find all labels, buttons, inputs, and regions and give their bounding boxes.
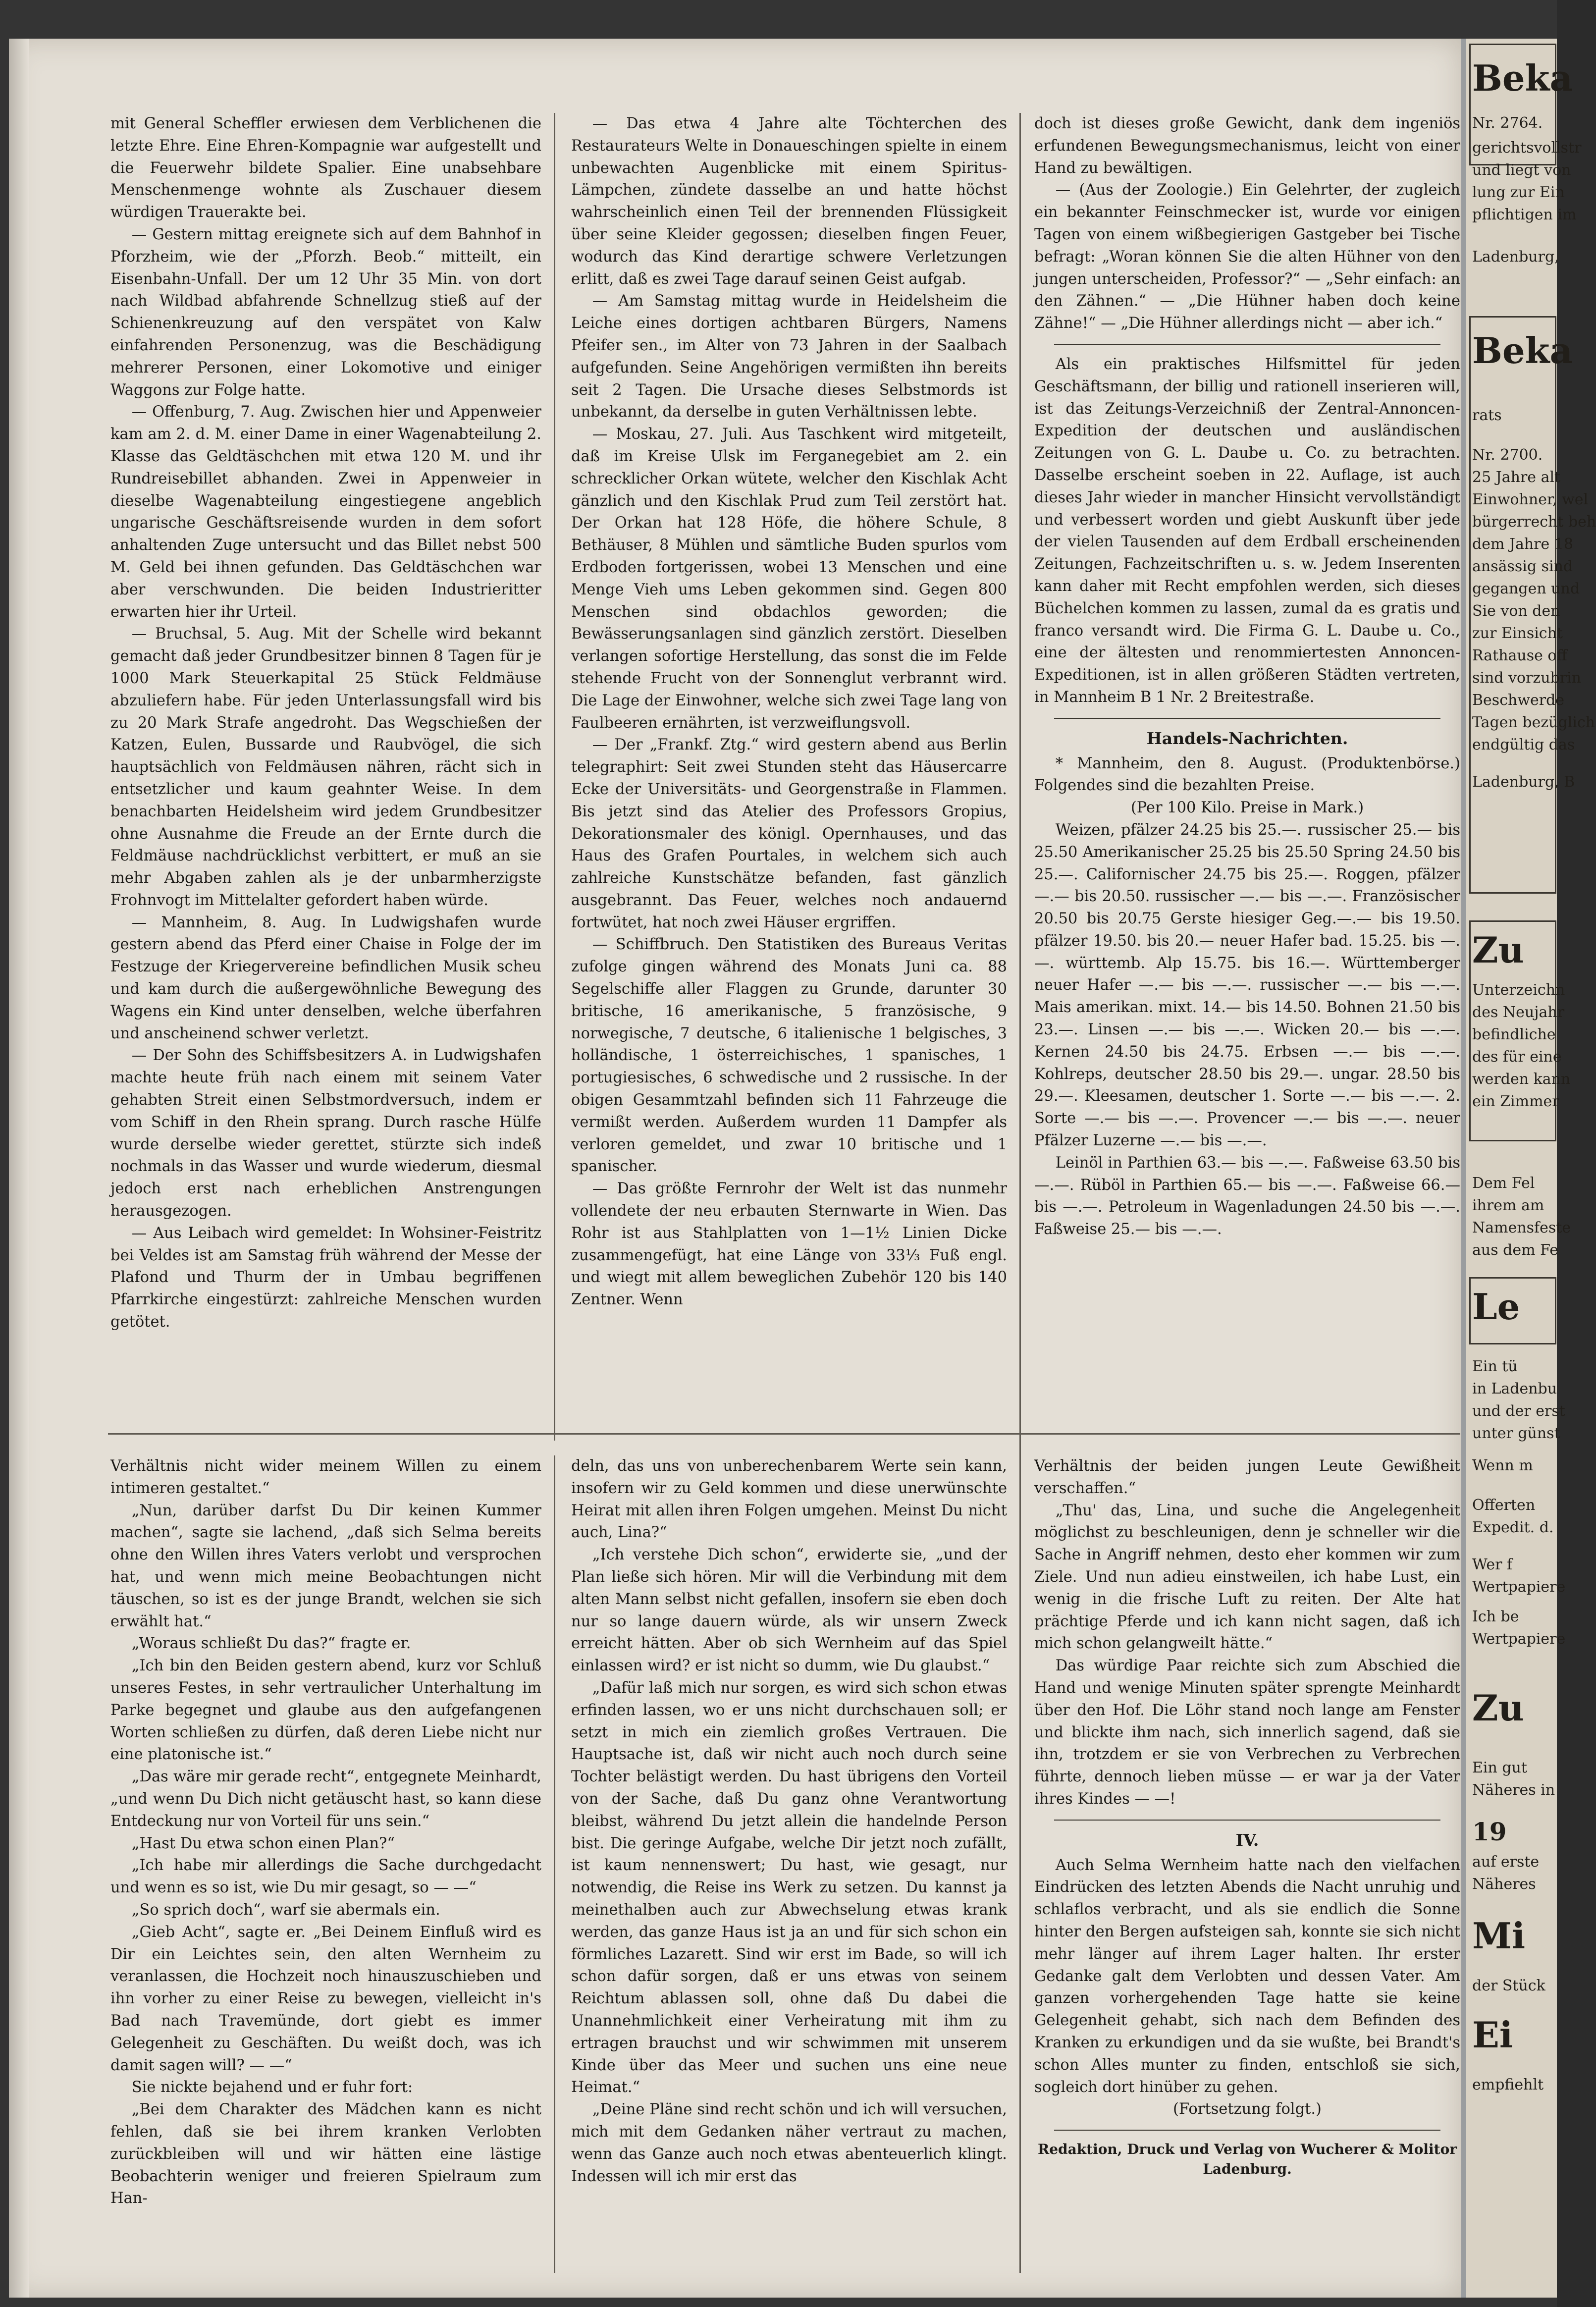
serial-paragraph: „Ich habe mir allerdings die Sache durchgedacht und wenn es so ist, wie Du mir gesagt, so — —“	[110, 1857, 541, 1897]
edge-fragment: der Stück	[1472, 1977, 1545, 1994]
edge-fragment: gegangen und	[1472, 580, 1580, 597]
section-divider	[1054, 718, 1440, 719]
serial-paragraph: „Bei dem Charakter des Mädchen kann es nicht fehlen, daß sie bei ihrem kranken Verlobten zurückbleiben will und wir hätten eine lästige Beobachterin weniger und freieren Spielraum zum Han-	[110, 2101, 541, 2207]
serial-paragraph: „Nun, darüber darfst Du Dir keinen Kummer machen“, sagte sie lachend, „daß sich Selma bereits ohne den Willen ihres Vaters verlobt und versprochen hat, und wenn mich meine Beobachtungen nicht täuschen, so ist es der junge Brandt, welchen sie sich erwählt hat.“	[110, 1502, 541, 1630]
news-paragraph: — (Aus der Zoologie.) Ein Gelehrter, der zugleich ein bekannter Feinschmecker ist, wurde vor einigen Tagen von einem wißbegierigen Gastgeber bei Tische befragt: „Woran können Sie die alten Hühner von den jungen unterscheiden, Professor?“ — „Sehr einfach: an den Zähnen.“ — „Die Hühner haben doch keine Zähne!“ — „Die Hühner allerdings nicht — aber ich.“	[1034, 181, 1460, 332]
edge-fragment: Expedit. d.	[1472, 1519, 1554, 1536]
news-paragraph: — Bruchsal, 5. Aug. Mit der Schelle wird bekannt gemacht daß jeder Grundbesitzer binnen 8 Tagen für je 1000 Mark Steuerkapital 25 Stück Feldmäuse abzuliefern habe. Für jeden Unterlassungsfall wird bis zu 20 Mark Strafe angedroht. Das Wegschießen der Katzen, Eulen, Bussarde und Raubvögel, die sich hauptsächlich von Feldmäusen nähren, rächt sich in entsetzlicher und kaum geahnter Weise. In dem benachbarten Heidelsheim wird jedem Grundbesitzer ohne Ausnahme die Freude an der Ernte durch die Feldmäuse nachdrücklichst verbittert, er muß an sie mehr Abgaben zahlen als je der unbarmherzigste Frohnvogt im Mittelalter gefordert haben würde.	[110, 625, 541, 909]
news-paragraph: — Der „Frankf. Ztg.“ wird gestern abend aus Berlin telegraphirt: Seit zwei Stunden steht das Häusercarre Ecke der Universitäts- und Georgenstraße in Flammen. Bis jetzt sind das Atelier des Professors Gropius, Dekorationsmaler des königl. Opernhauses, und das Haus des Grafen Pourtales, in welchem sich auch zahlreiche Kunstschätze befanden, fast gänzlich ausgebrannt. Das Feuer, welches noch andauernd fortwütet, hat noch zwei Häuser ergriffen.	[571, 736, 1007, 931]
market-unit: (Per 100 Kilo. Preise in Mark.)	[1130, 799, 1364, 817]
edge-fragment: Unterzeichn	[1472, 981, 1565, 999]
edge-fragment: Zu	[1472, 1687, 1524, 1729]
news-paragraph: — Mannheim, 8. Aug. In Ludwigshafen wurde gestern abend das Pferd einer Chaise in Folge der im Festzuge der Kriegervereine befindlichen Musik scheu und kam durch die außergewöhnliche Bewegung des Wagens ein Kind unter denselben, welche überfahren und anscheinend schwer verletzt.	[110, 913, 541, 1042]
edge-fragment: des für eine	[1472, 1048, 1562, 1066]
edge-fragment: Einwohner, wel	[1472, 491, 1589, 508]
edge-fragment: Le	[1472, 1286, 1520, 1328]
edge-fragment: pflichtigen im	[1472, 206, 1577, 223]
edge-fragment: bürgerrecht beh	[1472, 513, 1596, 531]
serial-paragraph: Verhältnis der beiden jungen Leute Gewißheit verschaffen.“	[1034, 1457, 1460, 1497]
edge-fragment: aus dem Fe	[1472, 1241, 1559, 1259]
serial-paragraph: „Deine Pläne sind recht schön und ich will versuchen, mich mit dem Gedanken näher vertraut zu machen, wenn das Ganze auch noch etwas abenteuerlich klingt. Indessen will ich mir erst das	[571, 2101, 1007, 2185]
edge-fragment: Ein tü	[1472, 1358, 1518, 1375]
publisher-imprint: Redaktion, Druck und Verlag von Wucherer & Molitor Ladenburg.	[1037, 2141, 1457, 2178]
serial-paragraph: Das würdige Paar reichte sich zum Abschied die Hand und wenige Minuten später sprengte Meinhardt über den Hof. Die Löhr stand noch lange am Fenster und blickte ihm nach, sich innerlich sagend, daß sie ihn, trotzdem er sie von Verbrechen zu Verbrechen führte, dennoch lieben müsse — er war ja der Vater ihres Kindes — —!	[1034, 1657, 1460, 1808]
edge-fragment: gerichtsvollstr	[1472, 139, 1582, 157]
edge-fragment: rats	[1472, 407, 1502, 424]
edge-fragment: Tagen bezüglich	[1472, 714, 1595, 731]
market-lead: * Mannheim, den 8. August. (Produktenbörse.) Folgendes sind die bezahlten Preise.	[1034, 754, 1460, 795]
page-binding-shadow	[9, 39, 29, 2298]
news-paragraph: doch ist dieses große Gewicht, dank dem ingeniös erfundenen Bewegungsmechanismus, leicht von einer Hand zu bewältigen.	[1034, 115, 1460, 177]
serial-paragraph: „Dafür laß mich nur sorgen, es wird sich schon etwas erfinden lassen, wo er uns nicht durchschauen soll; er setzt in mich ein ziemlich großes Vertrauen. Die Hauptsache ist, daß wir nicht auch noch durch seine Tochter belästigt werden. Du hast übrigens den Vorteil von der Sache, daß Du ganz ohne Verantwortung bleibst, während Du jetzt allein die handelnde Person bist. Die geringe Aufgabe, welche Dir jetzt noch zufällt, ist kaum nennenswert; Du hast, wie gesagt, nur notwendig, die Reise ins Werk zu setzen. Du kannst ja meinethalben auch zur Abwechselung etwas krank werden, das ganze Haus ist ja an und für sich schon ein förmliches Lazarett. Sind wir erst im Bade, so will ich schon dafür sorgen, daß er uns etwas von seinem Reichtum ablassen soll, ohne daß Du dabei die Unannehmlichkeit einer Verheiratung mit ihm zu ertragen brauchst und wir schwimmen mit unserem Kinde über das Meer und suchen uns eine neue Heimat.“	[571, 1679, 1007, 2096]
edge-fragment: 19	[1472, 1817, 1507, 1846]
edge-fragment: Offerten	[1472, 1497, 1536, 1514]
serial-paragraph: „Thu' das, Lina, und suche die Angelegenheit möglichst zu beschleunigen, denn je schneller wir die Sache in Angriff nehmen, desto eher kommen wir zum Ziele. Und nun adieu einstweilen, ich habe Lust, ein wenig in die frische Luft zu reiten. Der Alte hat prächtige Pferde und ich kann nicht sagen, daß ich mich schon gelangweilt hätte.“	[1034, 1502, 1460, 1653]
market-heading: Handels-Nachrichten.	[1146, 728, 1348, 748]
news-paragraph: — Das größte Fernrohr der Welt ist das nunmehr vollendete der neu erbauten Sternwarte in Wien. Das Rohr ist aus Stahlplatten von 1—1½ Linien Dicke zusammengefügt, hat eine Länge von 33⅓ Fuß engl. und wiegt mit allem beweglichen Zubehör 120 bis 140 Zentner. Wenn	[571, 1180, 1007, 1309]
edge-fragment: Nr. 2764.	[1472, 114, 1543, 132]
section-divider	[1054, 2130, 1440, 2131]
serial-paragraph: „Hast Du etwa schon einen Plan?“	[131, 1834, 395, 1852]
edge-fragment: ihrem am	[1472, 1197, 1544, 1214]
serial-column-1	[110, 1455, 541, 2288]
edge-fragment: 25 Jahre alt	[1472, 469, 1561, 486]
news-paragraph: — Der Sohn des Schiffsbesitzers A. in Ludwigshafen machte heute früh nach einem mit seinem Vater gehabten Streit einen Selbstmordversuch, indem er vom Schiff in den Rhein sprang. Durch rasche Hülfe wurde derselbe wieder gerettet, stürzte sich indeß nochmals in das Wasser und wurde wiederum, diesmal jedoch erst nach erheblichen Anstrengungen herausgezogen.	[110, 1047, 541, 1220]
edge-fragment: Beschwerde	[1472, 692, 1565, 709]
edge-fragment: ansässig sind	[1472, 558, 1573, 575]
news-paragraph: — Schiffbruch. Den Statistiken des Bureaus Veritas zufolge gingen während des Monats Juni ca. 88 Segelschiffe aller Flaggen zu Grunde, darunter 30 britische, 16 amerikanische, 5 französische, 9 norwegische, 7 deutsche, 6 italienische 1 belgisches, 3 holländische, 1 österreichisches, 1 spanisches, 1 portugiesisches, 6 schwedische und 2 russische. In der obigen Gesammtzahl befinden sich 11 Fahrzeuge die vermißt werden. Außerdem wurden 11 Dampfer als verloren gemeldet, und zwar 10 britische und 1 spanischer.	[571, 936, 1007, 1176]
serial-paragraph: Sie nickte bejahend und er fuhr fort:	[131, 2079, 413, 2096]
edge-fragment: zur Einsicht	[1472, 625, 1563, 642]
chapter-number: IV.	[1235, 1830, 1259, 1850]
news-paragraph: — Offenburg, 7. Aug. Zwischen hier und Appenweier kam am 2. d. M. einer Dame in einer Wagenabteilung 2. Klasse das Geldtäschchen mit etwa 120 M. und ihr Rundreisebillet abhanden. Zwei in Appenweier in dieselbe Wagenabteilung eingestiegene angeblich ungarische Geschäftsreisende wurden in dem sofort anhaltenden Zuge untersucht und das Billet nebst 500 M. Geld bei ihnen gefunden. Das Geldtäschchen war aber verschwunden. Die beiden Industrieritter erwarten hier ihr Urteil.	[110, 403, 541, 621]
edge-fragment: Dem Fel	[1472, 1175, 1535, 1192]
column-rule	[1019, 113, 1021, 2273]
serial-column-3	[1034, 1455, 1460, 2288]
edge-fragment: Wertpapiere	[1472, 1578, 1566, 1596]
section-divider	[1054, 344, 1440, 345]
serial-paragraph: deln, das uns von unberechenbarem Werte sein kann, insofern wir zu Geld kommen und diese unerwünschte Heirat mit allen ihren Folgen umgehen. Meinst Du nicht auch, Lina?“	[571, 1457, 1007, 1542]
serial-paragraph: „Das wäre mir gerade recht“, entgegnete Meinhardt, „und wenn Du Dich nicht getäuscht hast, so kann diese Entdeckung nur von Vorteil für uns sein.“	[110, 1768, 541, 1830]
edge-fragment: des Neujahr	[1472, 1004, 1565, 1021]
serial-column-2	[571, 1455, 1007, 2288]
news-paragraph: — Gestern mittag ereignete sich auf dem Bahnhof in Pforzheim, wie der „Pforzh. Beob.“ mitteilt, ein Eisenbahn-Unfall. Der um 12 Uhr 35 Min. von dort nach Wildbad abfahrende Schnellzug stieß auf der Schienenkreuzung auf den verspätet von Kalw einfahrenden Personenzug, was die Beschädigung mehrerer Personen, einer Lokomotive und einiger Waggons zur Folge hatte.	[110, 225, 541, 399]
edge-fragment: dem Jahre 18	[1472, 536, 1573, 553]
edge-fragment: in Ladenbu	[1472, 1380, 1557, 1397]
news-column-2	[571, 113, 1007, 1391]
edge-fragment: und der erst	[1472, 1402, 1565, 1420]
serial-paragraph: Verhältnis nicht wider meinem Willen zu einem intimeren gestaltet.“	[110, 1457, 541, 1497]
edge-fragment: lung zur Ein	[1472, 184, 1565, 201]
serial-paragraph: „Gieb Acht“, sagte er. „Bei Deinem Einfluß wird es Dir ein Leichtes sein, den alten Wernheim zu veranlassen, die Hochzeit noch hinauszuschieben und ihn vorher zu einer Reise zu bewegen, vielleicht in's Bad nach Travemünde, dort giebt es immer Gelegenheit zu Geschäften. Du weißt doch, was ich damit sagen will? — —“	[110, 1923, 541, 2074]
news-paragraph: — Am Samstag mittag wurde in Heidelsheim die Leiche eines dortigen achtbaren Bürgers, Namens Pfeifer sen., im Alter von 73 Jahren in der Saalbach aufgefunden. Seine Angehörigen vermißten ihn bereits seit 2 Tagen. Die Ursache dieses Selbstmords ist unbekannt, da derselbe in guten Verhältnissen lebte.	[571, 292, 1007, 421]
edge-fragment: Ein gut	[1472, 1759, 1527, 1776]
edge-fragment: Ladenburg, B	[1472, 773, 1575, 791]
edge-fragment: unter günst	[1472, 1425, 1560, 1442]
edge-fragment: ein Zimmer	[1472, 1093, 1559, 1110]
edge-fragment: endgültig das	[1472, 736, 1575, 753]
newspaper-page	[9, 39, 1466, 2298]
news-paragraph: — Aus Leibach wird gemeldet: In Wohsiner-Feistritz bei Veldes ist am Samstag früh während der Messe der Plafond und Thurm der in Umbau begriffenen Pfarrkirche eingestürzt: zahlreiche Menschen wurden getötet.	[110, 1224, 541, 1331]
edge-fragment: Näheres in	[1472, 1781, 1555, 1799]
section-divider	[1054, 1820, 1440, 1821]
edge-fragment: befindliche	[1472, 1026, 1556, 1043]
edge-fragment: Wer f	[1472, 1556, 1513, 1573]
news-column-1	[110, 113, 541, 1391]
column-rule	[554, 1455, 555, 2273]
edge-fragment: Nr. 2700.	[1472, 446, 1543, 464]
serial-paragraph: „So sprich doch“, warf sie abermals ein.	[131, 1901, 440, 1919]
edge-fragment: und liegt von	[1472, 161, 1571, 179]
edge-fragment: Mi	[1472, 1915, 1526, 1957]
edge-fragment: sind vorzubrin	[1472, 669, 1581, 687]
news-column-3	[1034, 113, 1460, 1391]
serial-paragraph: Auch Selma Wernheim hatte nach den vielfachen Eindrücken des letzten Abends die Nacht unruhig und schlaflos verbracht, und als sie endlich die Sonne hinter den Bergen aufsteigen sah, konnte sie sich nicht mehr länger auf ihrem Lager halten. Ihr erster Gedanke galt dem Verlobten und dessen Vater. Am ganzen vorhergehenden Tage hatte sie keine Gelegenheit gehabt, sich nach dem Befinden des Kranken zu erkundigen und da sie wußte, bei Brandt's schon Alles munter zu finden, entschloß sie sich, sogleich dort hinüber zu gehen.	[1034, 1856, 1460, 2096]
serial-paragraph: „Ich verstehe Dich schon“, erwiderte sie, „und der Plan ließe sich hören. Mir will die Verbindung mit dem alten Mann selbst nicht gefallen, insofern sie eben doch nur so lange dauern würde, als wir unsern Zweck erreicht hätten. Aber ob sich Wernheim auf das Spiel einlassen wird? er ist nicht so dumm, wie Du glaubst.“	[571, 1546, 1007, 1675]
market-prices: Weizen, pfälzer 24.25 bis 25.—. russischer 25.— bis 25.50 Amerikanischer 25.25 bis 25.50 Spring 24.50 bis 25.—. Californischer 24.75 bis 25.—. Roggen, pfälzer —.— bis 20.50. russischer —.— bis —.—. Französischer 20.50 bis 20.75 Gerste hiesiger Geg.—.— bis 19.50. pfälzer 19.50. bis 20.— neuer Hafer bad. 15.25. bis —.—. württemb. Alp 15.75. bis 16.—. Württemberger neuer Hafer —.— bis —.—. russischer —.— bis —.—. Mais amerikan. mixt. 14.— bis 14.50. Bohnen 21.50 bis 23.—. Linsen —.— bis —.—. Wicken 20.— bis —.—. Kernen 24.50 bis 24.75. Erbsen —.— bis —.—. Kohlreps, deutscher 28.50 bis 29.—. ungar. 28.50 bis 29.—. Kleesamen, deutscher 1. Sorte —.— bis —.—. 2. Sorte —.— bis —.—. Provencer —.— bis —.—. neuer Pfälzer Luzerne —.— bis —.—.	[1034, 821, 1460, 1150]
column-rule	[554, 113, 555, 1441]
edge-fragment: empfiehlt	[1472, 2076, 1544, 2093]
edge-fragment: werden kann	[1472, 1071, 1571, 1088]
edge-fragment: Beka	[1472, 57, 1573, 99]
edge-fragment: Zu	[1472, 929, 1524, 971]
news-paragraph: — Das etwa 4 Jahre alte Töchterchen des Restaurateurs Welte in Donaueschingen spielte in einem unbewachten Augenblicke mit einem Spiritus-Lämpchen, zündete dasselbe an und hatte höchst wahrscheinlich einen Teil der brennenden Flüssigkeit über seine Kleider gegossen; dieselben fingen Feuer, wodurch das Kind derartige schwere Verletzungen erlitt, daß es zwei Tage darauf seinen Geist aufgab.	[571, 115, 1007, 288]
edge-fragment: Sie von den	[1472, 602, 1560, 620]
edge-fragment: Wenn m	[1472, 1457, 1533, 1474]
serial-paragraph: „Ich bin den Beiden gestern abend, kurz vor Schluß unseres Festes, in sehr vertraulicher Unterhaltung im Parke begegnet und glaube aus den aufgefangenen Worten schließen zu dürfen, daß deren Liebe nicht nur eine platonische ist.“	[110, 1657, 541, 1764]
edge-fragment: Namensfeste	[1472, 1219, 1571, 1236]
serial-paragraph: „Woraus schließt Du das?“ fragte er.	[131, 1635, 411, 1653]
feuilleton-rule	[108, 1433, 1460, 1435]
adjacent-page-edge	[1466, 39, 1596, 2298]
edge-fragment: Ich be	[1472, 1608, 1519, 1625]
advert-paragraph: Als ein praktisches Hilfsmittel für jeden Geschäftsmann, der billig und rationell inserieren will, ist das Zeitungs-Verzeichniß der Zentral-Annoncen-Expedition der deutschen und ausländischen Zeitungen von G. L. Daube u. Co. zu betrachten. Dasselbe erscheint soeben in 22. Auflage, ist auch dieses Jahr wieder in mancher Hinsicht vervollständigt und verbessert worden und giebt Auskunft über jede der vielen Tausenden auf dem Erdball erscheinenden Zeitungen, Fachzeitschriften u. s. w. Jedem Inserenten kann daher mit Recht empfohlen werden, sich dieses Büchelchen kommen zu lassen, zumal da es gratis und franco versandt wird. Die Firma G. L. Daube u. Co., eine der ältesten und renommiertesten Annoncen-Expeditionen, ist in allen größeren Städten vertreten, in Mannheim B 1 Nr. 2 Breitestraße.	[1034, 355, 1460, 706]
edge-fragment: Wertpapiere	[1472, 1630, 1566, 1648]
edge-fragment: Ladenburg,	[1472, 248, 1559, 266]
news-paragraph: mit General Scheffler erwiesen dem Verblichenen die letzte Ehre. Eine Ehren-Kompagnie war aufgestellt und die Feuerwehr bildete Spalier. Eine unabsehbare Menschenmenge wohnte als Zuschauer diesem würdigen Trauerakte bei.	[110, 115, 541, 221]
edge-fragment: auf erste	[1472, 1853, 1540, 1871]
market-oil-prices: Leinöl in Parthien 63.— bis —.—. Faßweise 63.50 bis —.—. Rüböl in Parthien 65.— bis —.—. Faßweise 66.— bis —.—. Petroleum in Wagenladungen 24.50 bis —.—. Faßweise 25.— bis —.—.	[1034, 1154, 1460, 1238]
edge-fragment: Ei	[1472, 2014, 1513, 2056]
news-paragraph: — Moskau, 27. Juli. Aus Taschkent wird mitgeteilt, daß im Kreise Ulsk im Ferganegebiet am 2. ein schrecklicher Orkan wütete, welcher den Kischlak Acht gänzlich und den Kischlak Prud zum Teil zerstört hat. Der Orkan hat 128 Höfe, die höhere Schule, 8 Bethäuser, 8 Mühlen und sämtliche Buden spurlos vom Erdboden fortgerissen, wobei 13 Menschen und eine Menge Vieh ums Leben gekommen sind. Gegen 800 Menschen sind obdachlos geworden; die Bewässerungsanlagen sind gänzlich zerstört. Dieselben verlangen sofortige Herstellung, das sonst die im Felde stehende Frucht von der Sonnenglut verbrannt wird. Die Lage der Einwohner, welche sich zwei Tage lang von Faulbeeren ernährten, ist verzweiflungsvoll.	[571, 426, 1007, 732]
to-be-continued: (Fortsetzung folgt.)	[1173, 2100, 1322, 2118]
edge-fragment: Näheres	[1472, 1876, 1536, 1893]
edge-fragment: Rathause off	[1472, 647, 1567, 664]
edge-fragment: Beka	[1472, 329, 1573, 372]
